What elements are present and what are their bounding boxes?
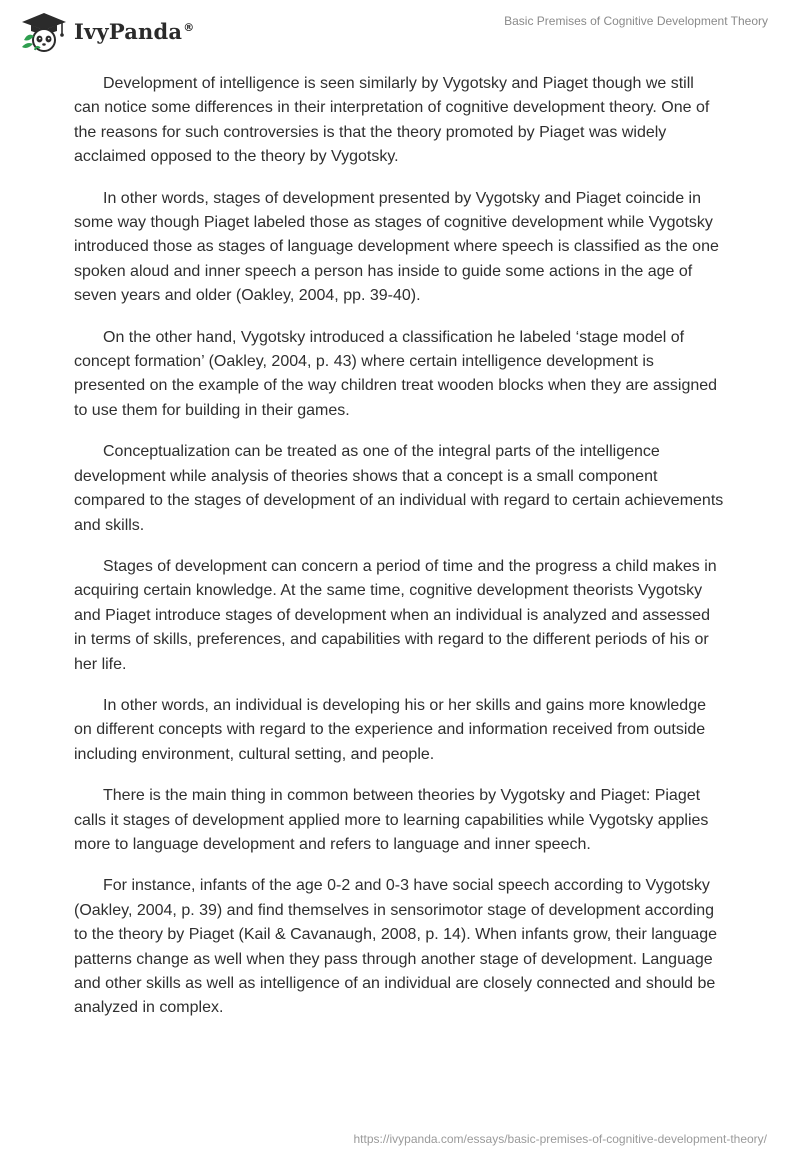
paragraph: In other words, stages of development presented by Vygotsky and Piaget coincide in some way though Piaget labeled those as stages of cognitive development while Vygotsky introduced those as stages of language development where speech is classified as the one spoken aloud and inner speech a person has inside to guide some actions in the age of seven years and older (Oakley, 2004, pp. 39-40). bbox=[74, 189, 719, 305]
paragraph: On the other hand, Vygotsky introduced a classification he labeled ‘stage model of concept formation’ (Oakley, 2004, p. 43) where certain intelligence development is presented on the example of the way children treat wooden blocks when they are assigned to use them for building in their games. bbox=[74, 328, 718, 419]
paragraph: In other words, an individual is developing his or her skills and gains more knowledge on different concepts with regard to the experience and information received from outside including environment, cultural setting, and people. bbox=[74, 696, 706, 763]
paragraph: Development of intelligence is seen similarly by Vygotsky and Piaget though we still can notice some differences in their interpretation of cognitive development theory. One of the reasons for such controversies is that the theory promoted by Piaget was widely acclaimed opposed to the theory by Vygotsky. bbox=[74, 75, 710, 166]
essay-body bbox=[74, 72, 724, 1038]
page-header bbox=[0, 0, 800, 60]
paragraph: Conceptualization can be treated as one of the integral parts of the intelligence development while analysis of theories shows that a concept is a small component compared to the stages of development of an individual with regard to certain achievements and skills. bbox=[74, 443, 724, 534]
source-url[interactable]: https://ivypanda.com/essays/basic-premises-of-cognitive-development-theory/ bbox=[353, 1132, 767, 1146]
brand-logo[interactable] bbox=[14, 10, 194, 52]
panda-graduation-cap-icon bbox=[14, 10, 70, 52]
registered-mark: ® bbox=[183, 20, 195, 34]
brand-name: IvyPanda® bbox=[74, 18, 195, 44]
paragraph: For instance, infants of the age 0-2 and 0-3 have social speech according to Vygotsky (Oakley, 2004, p. 39) and find themselves in sensorimotor stage of development according to the theory by Piaget (Kail & Cavanaugh, 2008, p. 14). When infants grow, their language patterns change as well when they pass through another stage of development. Language and other skills as well as intelligence of an individual are closely connected and should be analyzed in complex. bbox=[74, 877, 718, 1017]
paragraph: There is the main thing in common between theories by Vygotsky and Piaget: Piaget calls it stages of development applied more to learning capabilities while Vygotsky applies more to language development and refers to language and inner speech. bbox=[74, 787, 709, 853]
document-title: Basic Premises of Cognitive Development Theory bbox=[504, 14, 768, 28]
paragraph: Stages of development can concern a period of time and the progress a child makes in acquiring certain knowledge. At the same time, cognitive development theorists Vygotsky and Piaget introduce stages of development when an individual is analyzed and assessed in terms of skills, preferences, and capabilities with regard to the different periods of his or her life. bbox=[74, 557, 717, 673]
